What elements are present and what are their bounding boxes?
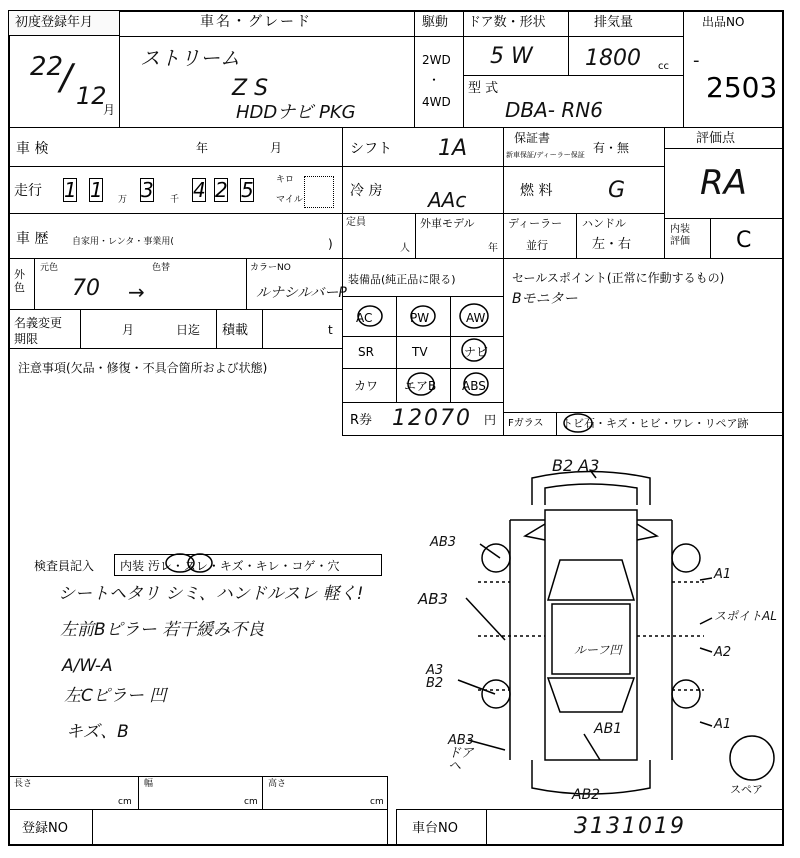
color-no-label: カラーNO xyxy=(250,263,291,273)
mileage-digit-6: 5 xyxy=(241,178,254,202)
yen-unit: 円 xyxy=(484,413,497,427)
drive-label: 駆動 xyxy=(422,15,449,30)
length-unit: cm xyxy=(118,797,132,807)
dimensions-box xyxy=(8,776,388,810)
color-no-value: ルナシルバーP xyxy=(256,285,347,301)
grade: Z S xyxy=(232,76,269,101)
notes-label: 注意事項(欠品・修復・不具合箇所および状態) xyxy=(18,361,268,375)
repaint-label: 色替 xyxy=(152,263,171,273)
diagram-mark-rf: A1 xyxy=(714,567,732,582)
handle-value: 左・右 xyxy=(592,237,632,252)
name-grade-label: 車名・グレード xyxy=(200,14,312,30)
history-close: ) xyxy=(328,237,333,251)
exterior-label: 外色 xyxy=(14,268,25,295)
inspector-line-1: シートヘタリ シミ、ハンドルスレ 軽く! xyxy=(58,584,364,604)
inspection-label: 車 検 xyxy=(16,141,49,157)
doors-value: 5 W xyxy=(490,44,533,69)
chassis-label: 車台NO xyxy=(412,821,458,836)
recycle-label: R券 xyxy=(350,413,373,428)
color-arrow: → xyxy=(128,280,145,304)
equip-abs: ABS xyxy=(462,379,486,393)
mileage-label: 走行 xyxy=(14,183,42,199)
name-change-day: 日迄 xyxy=(176,323,201,337)
equip-sr: SR xyxy=(358,345,374,359)
length-label: 長さ xyxy=(14,779,33,789)
width-label: 幅 xyxy=(144,779,154,789)
diagram-mark-rear: AB1 xyxy=(594,721,623,737)
import-unit: 年 xyxy=(488,243,498,254)
lot-label: 出品NO xyxy=(702,15,745,29)
model-label: 型 式 xyxy=(468,81,499,96)
car-name: ストリーム xyxy=(140,46,240,70)
month-suffix: 月 xyxy=(103,103,116,117)
inspector-label: 検査員記入 xyxy=(34,559,95,573)
glass-label: Fガラス xyxy=(508,418,544,429)
recycle-value: 12070 xyxy=(392,406,472,431)
sales-point-value: Bモニター xyxy=(512,291,578,307)
height-label: 高さ xyxy=(268,779,287,789)
diagram-mark-lfd: AB3 xyxy=(418,590,449,608)
mileage-digit-5: 2 xyxy=(215,178,228,202)
diagram-mark-rr: A2 xyxy=(714,645,732,660)
lot-dash: - xyxy=(693,50,700,71)
load-unit: t xyxy=(328,323,333,337)
interior-label: 内装 評価 xyxy=(670,224,690,247)
diagram-mark-lf: AB3 xyxy=(430,535,457,550)
man-unit: 万 xyxy=(118,195,128,205)
inspection-month: 月 xyxy=(270,141,283,155)
mileage-digit-2: 1 xyxy=(90,178,103,202)
doors-label: ドア数・形状 xyxy=(468,15,546,30)
chassis-value: 3131019 xyxy=(574,814,686,839)
displacement-value: 1800 xyxy=(585,46,641,71)
cc-unit: cc xyxy=(658,61,669,72)
diagram-mark-lr: AB3 ドアヘ xyxy=(448,733,475,774)
original-value: 70 xyxy=(72,276,100,301)
reg-label: 登録NO xyxy=(22,821,68,836)
mileage-digit-3: 3 xyxy=(141,178,154,202)
load-label: 積載 xyxy=(222,323,249,338)
name-change-label: 名義変更期限 xyxy=(14,316,63,346)
inspection-year: 年 xyxy=(196,141,209,155)
mileage-digit-4: 4 xyxy=(193,178,206,202)
warranty-sub: 新車保証/ディーラー保証 xyxy=(506,151,585,159)
inspector-line-5: キズ、B xyxy=(66,722,129,742)
score-value: RA xyxy=(700,163,747,203)
width-unit: cm xyxy=(244,797,258,807)
lot-value: 2503 xyxy=(706,71,778,104)
diagram-mark-lrd: A3 B2 xyxy=(426,663,444,691)
equip-airbag: エアB xyxy=(404,379,437,393)
sales-point-label: セールスポイント(正常に作動するもの) xyxy=(512,271,725,285)
diagram-mark-bumper: AB2 xyxy=(572,787,601,803)
equip-tv: TV xyxy=(412,345,428,359)
displacement-label: 排気量 xyxy=(594,15,634,30)
dealer-value: 並行 xyxy=(526,239,548,252)
ac-value: AAc xyxy=(428,188,467,212)
first-reg-month: 12 xyxy=(76,82,107,110)
model-value: DBA- RN6 xyxy=(505,98,603,122)
fuel-value: G xyxy=(608,178,626,203)
equipment-label: 装備品(純正品に限る) xyxy=(348,273,456,286)
ac-label: 冷 房 xyxy=(350,183,383,199)
spare-label: スペア xyxy=(730,783,763,796)
equip-kawa: カワ xyxy=(354,379,379,393)
diagram-mark-spoiler: スポイトAL xyxy=(714,609,777,623)
first-reg-label: 初度登録年月 xyxy=(15,15,94,30)
history-label: 車 歴 xyxy=(16,231,49,247)
inspector-line-3: A/W-A xyxy=(62,656,113,676)
shift-value: 1A xyxy=(438,136,468,161)
import-label: 外車モデル xyxy=(420,217,475,230)
fuel-label: 燃 料 xyxy=(520,183,553,199)
mile-unit: マイル xyxy=(276,195,303,205)
warranty-yn: 有・無 xyxy=(593,141,630,155)
sen-unit: 千 xyxy=(170,195,180,205)
name-change-month: 月 xyxy=(122,323,135,337)
dealer-label: ディーラー xyxy=(508,217,563,230)
history-options: 自家用・レンタ・事業用( xyxy=(72,237,174,247)
diagram-mark-roof: ルーフ凹 xyxy=(574,643,622,657)
diagram-mark-rrw: A1 xyxy=(714,717,732,732)
mileage-digit-1: 1 xyxy=(64,178,77,202)
equip-pw: PW xyxy=(410,311,430,325)
original-label: 元色 xyxy=(40,263,59,273)
warranty-label: 保証書 xyxy=(514,131,551,145)
handle-label: ハンドル xyxy=(582,217,626,230)
capacity-label: 定員 xyxy=(346,217,366,228)
inspector-line-2: 左前Bピラー 若干緩み不良 xyxy=(60,620,265,640)
drive-4wd: 4WD xyxy=(422,95,451,109)
first-reg-year: 22 xyxy=(30,52,64,82)
first-reg-slash: / xyxy=(60,57,73,98)
equip-ac: AC xyxy=(356,311,373,325)
capacity-unit: 人 xyxy=(400,243,410,254)
km-unit: キロ xyxy=(276,175,295,185)
equip-navi: ナビ xyxy=(464,345,489,359)
inspector-options: 内装 汚レ・スレ・キズ・キレ・コゲ・穴 xyxy=(120,559,340,573)
equip-aw: AW xyxy=(466,311,486,325)
glass-options: トビ石・キズ・ヒビ・ワレ・リペア跡 xyxy=(562,417,749,430)
height-unit: cm xyxy=(370,797,384,807)
inspector-line-4: 左Cピラー 凹 xyxy=(64,686,167,706)
score-label: 評価点 xyxy=(696,131,736,146)
diagram-mark-front: B2 A3 xyxy=(552,456,600,475)
package: HDDナビ PKG xyxy=(236,102,356,123)
interior-value: C xyxy=(736,228,752,253)
drive-2wd: 2WD xyxy=(422,53,451,67)
drive-dot: ・ xyxy=(428,73,441,87)
shift-label: シフト xyxy=(350,141,392,157)
